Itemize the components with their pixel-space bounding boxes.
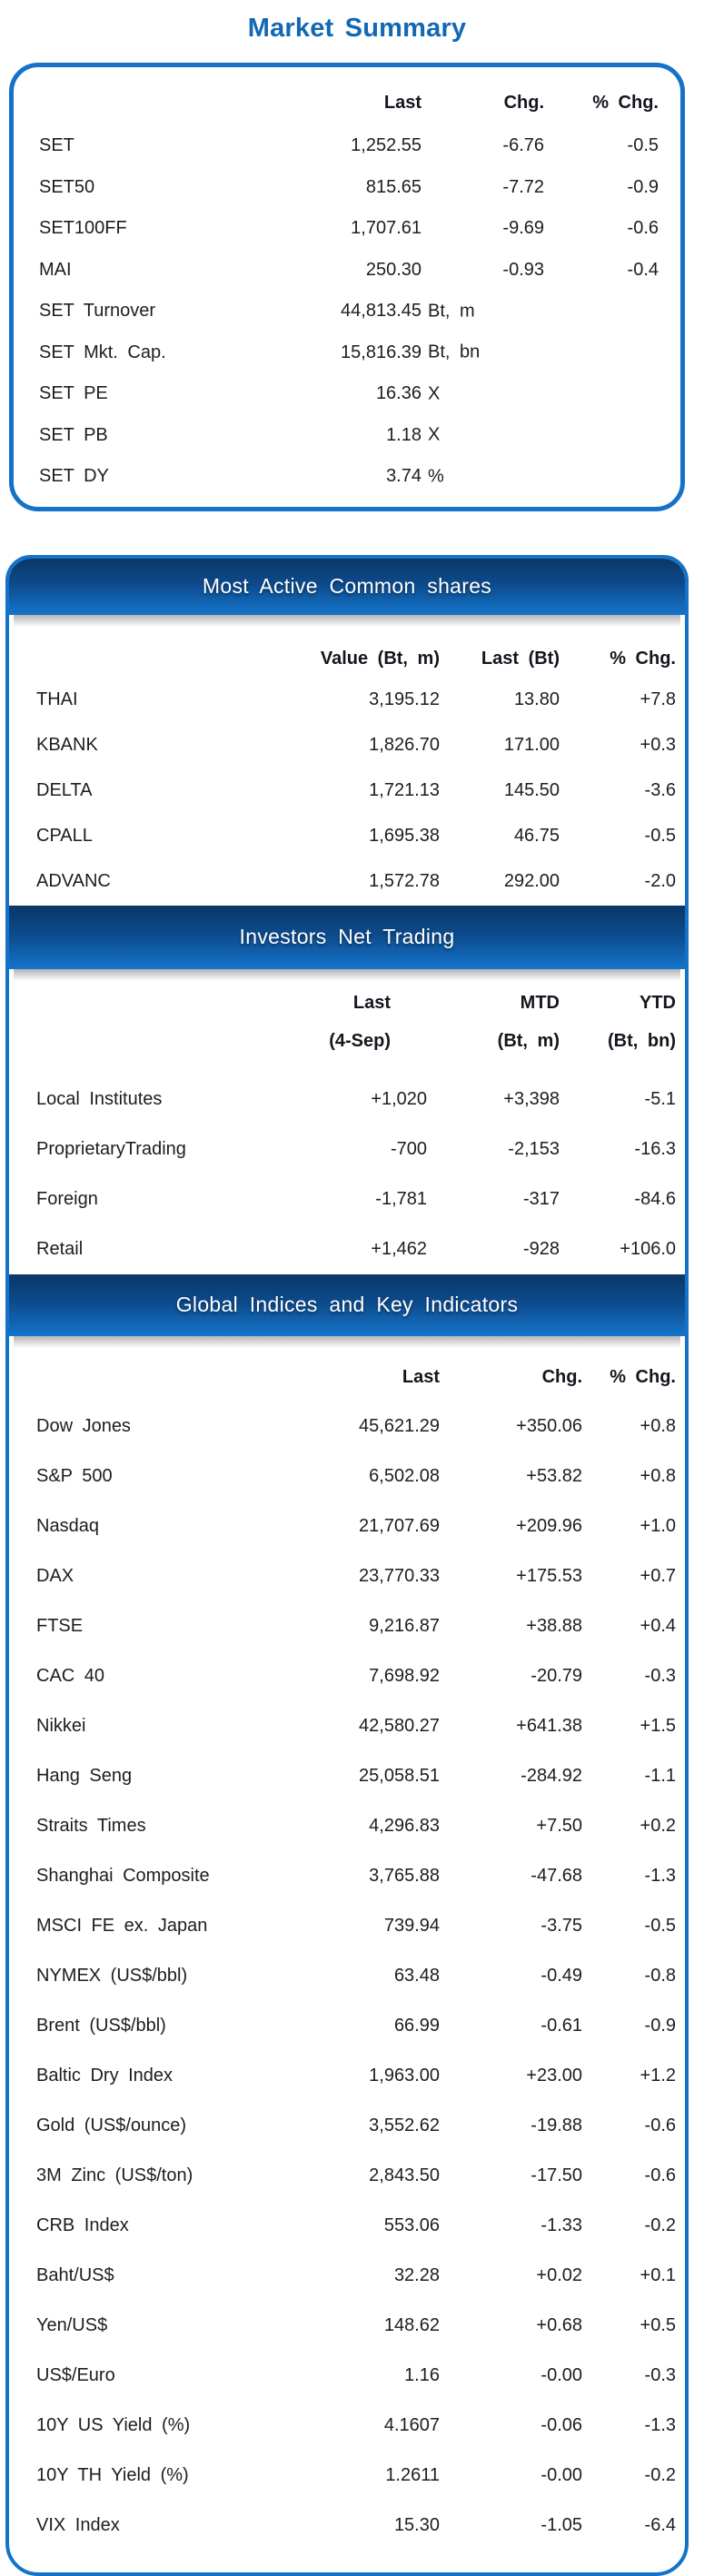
index-name: Shanghai Composite — [36, 1865, 210, 1886]
last-value: 1.18 — [386, 424, 421, 445]
last-value: 25,058.51 — [359, 1765, 440, 1786]
last-bt: 46.75 — [513, 826, 560, 846]
index-name: CAC 40 — [36, 1665, 105, 1686]
chg-value: +350.06 — [516, 1415, 582, 1436]
row-label: SET PE — [39, 383, 108, 404]
index-name: Straits Times — [36, 1815, 146, 1836]
last-value: 815.65 — [365, 176, 421, 197]
last-value: 250.30 — [365, 259, 421, 280]
pct-chg-value: +0.2 — [640, 1815, 676, 1836]
table-header-row — [39, 80, 659, 125]
last-value: 739.94 — [383, 1915, 440, 1936]
table-row — [36, 2001, 676, 2051]
index-name: Gold (US$/ounce) — [36, 2115, 187, 2135]
table-row — [36, 1402, 676, 1451]
pct-chg-value: -2.0 — [644, 871, 676, 891]
unit-label: X — [428, 383, 441, 404]
stock-symbol: DELTA — [36, 780, 93, 800]
index-name: Yen/US$ — [36, 2314, 108, 2335]
pct-chg-value: +7.8 — [640, 689, 676, 709]
pct-chg-value: -0.4 — [627, 259, 659, 280]
chg-value: +209.96 — [516, 1515, 582, 1536]
mtd-value: -2,153 — [508, 1138, 560, 1159]
last-value: 3,765.88 — [369, 1865, 440, 1886]
column-header-last: Last — [402, 1367, 440, 1387]
table-row — [36, 2151, 676, 2201]
last-value: 1,252.55 — [351, 135, 421, 156]
investor-type: ProprietaryTrading — [36, 1138, 186, 1159]
table-row — [36, 2101, 676, 2151]
pct-chg-value: -0.5 — [644, 1915, 676, 1936]
table-subheader-row — [36, 1022, 676, 1062]
column-header-last: Last — [383, 92, 421, 113]
index-name: Brent (US$/bbl) — [36, 2015, 166, 2036]
table-row — [36, 1951, 676, 2001]
last-value: 7,698.92 — [369, 1665, 440, 1686]
chg-value: +641.38 — [516, 1715, 582, 1736]
table-header-row — [36, 986, 676, 1022]
last-value: 42,580.27 — [359, 1715, 440, 1736]
investor-type: Foreign — [36, 1188, 98, 1209]
table-row — [36, 1174, 676, 1224]
pct-chg-value: -0.5 — [627, 135, 659, 156]
chg-value: -1.33 — [540, 2214, 582, 2235]
pct-chg-value: +0.8 — [640, 1415, 676, 1436]
table-row — [36, 2351, 676, 2401]
last-value: +1,020 — [371, 1088, 427, 1109]
index-name: Dow Jones — [36, 1415, 131, 1436]
index-name: DAX — [36, 1565, 74, 1586]
pct-chg-value: -1.1 — [644, 1765, 676, 1786]
header-shadow — [14, 969, 680, 981]
table-row — [36, 2251, 676, 2301]
pct-chg-value: -0.9 — [627, 176, 659, 197]
pct-chg-value: -0.6 — [627, 218, 659, 239]
column-subheader-ytd-unit: (Bt, bn) — [608, 1031, 676, 1051]
table-row — [39, 208, 659, 250]
last-value: 63.48 — [393, 1965, 440, 1986]
table-header-row — [36, 641, 676, 678]
last-value: 1.16 — [404, 2364, 440, 2385]
table-row — [36, 2451, 676, 2501]
global-indices-table — [9, 1360, 685, 2572]
value-bt-m: 1,721.13 — [369, 780, 440, 800]
stock-symbol: THAI — [36, 689, 78, 709]
chg-value: -1.05 — [540, 2514, 582, 2535]
table-header-row — [36, 1360, 676, 1396]
last-bt: 145.50 — [503, 780, 560, 800]
value-bt-m: 1,695.38 — [369, 826, 440, 846]
table-row — [39, 167, 659, 209]
table-row — [36, 1901, 676, 1951]
pct-chg-value: +0.4 — [640, 1615, 676, 1636]
chg-value: -0.49 — [540, 1965, 582, 1986]
ytd-value: -84.6 — [634, 1188, 676, 1209]
column-header-chg: Chg. — [503, 92, 544, 113]
last-value: 44,813.45 — [341, 301, 421, 322]
index-name: Nikkei — [36, 1715, 86, 1736]
section-header-global-indices: Global Indices and Key Indicators — [9, 1274, 685, 1336]
pct-chg-value: -0.3 — [644, 2364, 676, 2385]
chg-value: +53.82 — [526, 1465, 582, 1486]
chg-value: -19.88 — [531, 2115, 582, 2135]
pct-chg-value: +0.3 — [640, 735, 676, 755]
table-row — [36, 1751, 676, 1801]
column-header-pct-chg: % Chg. — [592, 92, 659, 113]
table-row — [36, 1551, 676, 1601]
ytd-value: -16.3 — [634, 1138, 676, 1159]
index-name: Baht/US$ — [36, 2264, 114, 2285]
column-header-value: Value (Bt, m) — [320, 649, 440, 669]
value-bt-m: 1,572.78 — [369, 871, 440, 891]
chg-value: -0.93 — [502, 259, 544, 280]
stock-symbol: ADVANC — [36, 871, 111, 891]
market-summary-box — [9, 63, 685, 511]
unit-label: X — [428, 424, 441, 445]
ytd-value: -5.1 — [644, 1088, 676, 1109]
investor-type: Retail — [36, 1238, 84, 1259]
chg-value: -0.00 — [540, 2364, 582, 2385]
index-name: Hang Seng — [36, 1765, 133, 1786]
last-value: 1,963.00 — [369, 2065, 440, 2086]
chg-value: -0.00 — [540, 2464, 582, 2485]
chg-value: -7.72 — [502, 176, 544, 197]
table-row — [36, 1851, 676, 1901]
last-value: 1.2611 — [385, 2464, 440, 2485]
last-value: +1,462 — [371, 1238, 427, 1259]
last-value: 66.99 — [393, 2015, 440, 2036]
table-row — [36, 1501, 676, 1551]
column-header-chg: Chg. — [541, 1367, 582, 1387]
pct-chg-value: -1.3 — [644, 2414, 676, 2435]
table-row — [36, 2051, 676, 2101]
last-value: 2,843.50 — [369, 2165, 440, 2185]
index-name: VIX Index — [36, 2514, 120, 2535]
row-label: SET PB — [39, 424, 108, 445]
chg-value: +175.53 — [516, 1565, 582, 1586]
column-header-last: Last (Bt) — [481, 649, 560, 669]
last-value: 21,707.69 — [359, 1515, 440, 1536]
ytd-value: +106.0 — [620, 1238, 676, 1259]
pct-chg-value: -0.8 — [644, 1965, 676, 1986]
value-bt-m: 3,195.12 — [369, 689, 440, 709]
last-value: 553.06 — [383, 2214, 440, 2235]
pct-chg-value: -3.6 — [644, 780, 676, 800]
table-row — [36, 859, 676, 905]
pct-chg-value: -6.4 — [644, 2514, 676, 2535]
table-row — [39, 250, 659, 292]
chg-value: -6.76 — [502, 135, 544, 156]
column-subheader-mtd-unit: (Bt, m) — [497, 1031, 560, 1051]
chg-value: -3.75 — [540, 1915, 582, 1936]
last-value: 148.62 — [383, 2314, 440, 2335]
last-value: -700 — [390, 1138, 427, 1159]
page-title: Market Summary — [247, 14, 467, 43]
mtd-value: -928 — [522, 1238, 560, 1259]
table-row — [36, 814, 676, 859]
pct-chg-value: -1.3 — [644, 1865, 676, 1886]
unit-label: Bt, m — [428, 301, 475, 322]
most-active-table — [9, 641, 685, 906]
index-name: CRB Index — [36, 2214, 129, 2235]
last-value: 16.36 — [375, 383, 421, 404]
table-row — [36, 2401, 676, 2451]
column-header-pct-chg: % Chg. — [610, 649, 676, 669]
last-value: 15.30 — [393, 2514, 440, 2535]
last-bt: 13.80 — [513, 689, 560, 709]
pct-chg-value: -0.5 — [644, 826, 676, 846]
last-value: 3,552.62 — [369, 2115, 440, 2135]
table-row — [39, 125, 659, 167]
chg-value: -0.61 — [540, 2015, 582, 2036]
sections-box — [5, 555, 689, 2576]
last-value: 4.1607 — [383, 2414, 440, 2435]
index-name: 3M Zinc (US$/ton) — [36, 2165, 193, 2185]
section-header-investors: Investors Net Trading — [9, 906, 685, 969]
table-row — [36, 1451, 676, 1501]
chg-value: -0.06 — [540, 2414, 582, 2435]
table-row — [36, 1601, 676, 1651]
column-header-mtd: MTD — [520, 993, 560, 1013]
pct-chg-value: -0.6 — [644, 2115, 676, 2135]
pct-chg-value: -0.2 — [644, 2214, 676, 2235]
table-row — [36, 1801, 676, 1851]
last-bt: 171.00 — [503, 735, 560, 755]
unit-label: % — [428, 466, 444, 487]
index-name: 10Y US Yield (%) — [36, 2414, 191, 2435]
header-shadow — [14, 615, 680, 627]
row-label: MAI — [39, 259, 72, 280]
last-value: 23,770.33 — [359, 1565, 440, 1586]
column-subheader-date: (4-Sep) — [329, 1031, 391, 1051]
stock-symbol: KBANK — [36, 735, 98, 755]
index-name: MSCI FE ex. Japan — [36, 1915, 208, 1936]
stock-symbol: CPALL — [36, 826, 93, 846]
table-row — [36, 1075, 676, 1125]
chg-value: +23.00 — [526, 2065, 582, 2086]
table-row — [36, 768, 676, 814]
column-header-last: Last — [352, 993, 391, 1013]
investors-table — [9, 986, 685, 1274]
pct-chg-value: -0.3 — [644, 1665, 676, 1686]
value-bt-m: 1,826.70 — [369, 735, 440, 755]
last-value: 4,296.83 — [369, 1815, 440, 1836]
header-shadow — [14, 1336, 680, 1348]
last-value: 15,816.39 — [341, 342, 421, 362]
chg-value: -20.79 — [531, 1665, 582, 1686]
pct-chg-value: +1.5 — [640, 1715, 676, 1736]
index-name: Nasdaq — [36, 1515, 99, 1536]
index-name: US$/Euro — [36, 2364, 115, 2385]
chg-value: +0.68 — [536, 2314, 582, 2335]
chg-value: +0.02 — [536, 2264, 582, 2285]
pct-chg-value: -0.2 — [644, 2464, 676, 2485]
table-row — [39, 291, 659, 332]
last-value: 9,216.87 — [369, 1615, 440, 1636]
row-label: SET DY — [39, 466, 109, 487]
index-name: NYMEX (US$/bbl) — [36, 1965, 188, 1986]
last-value: 3.74 — [386, 466, 421, 487]
pct-chg-value: +0.1 — [640, 2264, 676, 2285]
pct-chg-value: +0.5 — [640, 2314, 676, 2335]
pct-chg-value: -0.9 — [644, 2015, 676, 2036]
pct-chg-value: +1.0 — [640, 1515, 676, 1536]
row-label: SET50 — [39, 176, 95, 197]
chg-value: -284.92 — [521, 1765, 582, 1786]
market-summary-table — [39, 80, 659, 498]
table-row — [39, 332, 659, 374]
table-row — [36, 678, 676, 723]
chg-value: -47.68 — [531, 1865, 582, 1886]
last-bt: 292.00 — [503, 871, 560, 891]
index-name: S&P 500 — [36, 1465, 113, 1486]
pct-chg-value: +1.2 — [640, 2065, 676, 2086]
row-label: SET100FF — [39, 218, 127, 239]
last-value: 45,621.29 — [359, 1415, 440, 1436]
index-name: FTSE — [36, 1615, 84, 1636]
index-name: 10Y TH Yield (%) — [36, 2464, 189, 2485]
chg-value: +38.88 — [526, 1615, 582, 1636]
column-header-pct-chg: % Chg. — [610, 1367, 676, 1387]
pct-chg-value: +0.7 — [640, 1565, 676, 1586]
chg-value: -17.50 — [531, 2165, 582, 2185]
table-row — [36, 1224, 676, 1274]
table-row — [39, 415, 659, 457]
unit-label: Bt, bn — [428, 342, 481, 362]
row-label: SET — [39, 135, 74, 156]
table-row — [39, 456, 659, 498]
row-label: SET Mkt. Cap. — [39, 342, 166, 362]
last-value: -1,781 — [375, 1188, 427, 1209]
investor-type: Local Institutes — [36, 1088, 163, 1109]
chg-value: -9.69 — [502, 218, 544, 239]
pct-chg-value: +0.8 — [640, 1465, 676, 1486]
table-row — [36, 2301, 676, 2351]
last-value: 1,707.61 — [351, 218, 421, 239]
section-header-most-active: Most Active Common shares — [9, 559, 685, 615]
mtd-value: -317 — [522, 1188, 560, 1209]
index-name: Baltic Dry Index — [36, 2065, 174, 2086]
table-row — [36, 723, 676, 768]
pct-chg-value: -0.6 — [644, 2165, 676, 2185]
table-row — [36, 1125, 676, 1174]
row-label: SET Turnover — [39, 301, 156, 322]
column-header-ytd: YTD — [640, 993, 676, 1013]
table-row — [39, 373, 659, 415]
table-row — [36, 1701, 676, 1751]
table-row — [36, 2201, 676, 2251]
table-row — [36, 2501, 676, 2551]
chg-value: +7.50 — [536, 1815, 582, 1836]
table-row — [36, 1651, 676, 1701]
last-value: 32.28 — [393, 2264, 440, 2285]
last-value: 6,502.08 — [369, 1465, 440, 1486]
mtd-value: +3,398 — [503, 1088, 560, 1109]
